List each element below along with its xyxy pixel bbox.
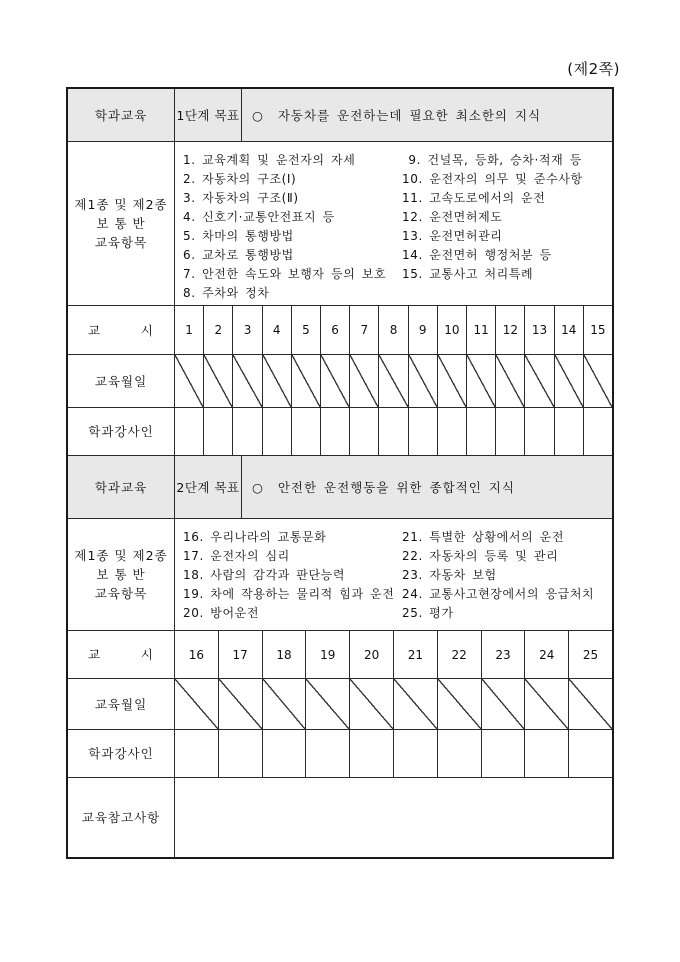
period-number: 22: [438, 631, 482, 678]
items-label-line: 교육항목: [94, 235, 148, 250]
instructor-seal-cell: [394, 730, 438, 777]
section1-items-right: [402, 151, 612, 305]
section2-items-right: [402, 528, 612, 630]
section1-period-label: 교 시: [68, 306, 175, 354]
date-cell-slashed: [467, 355, 496, 407]
section1-items-left: [183, 151, 402, 305]
notes-content: [175, 778, 612, 857]
date-cell-slashed: [321, 355, 350, 407]
period-number: 10: [438, 306, 467, 354]
curriculum-item: 24. 교통사고현장에서의 응급처치: [402, 587, 595, 601]
date-cell-slashed: [525, 355, 554, 407]
date-cell-slashed: [496, 355, 525, 407]
period-number: 24: [525, 631, 569, 678]
curriculum-item: 11. 고속도로에서의 운전: [402, 191, 546, 205]
curriculum-item: 5. 차마의 통행방법: [183, 229, 294, 243]
curriculum-item: 14. 운전면허 행정처분 등: [402, 248, 552, 262]
section2-goal: ○ 안전한 운전행동을 위한 종합적인 지식: [252, 480, 515, 495]
items-label-line: 제1종 및 제2종: [74, 197, 168, 212]
date-cell-slashed: [350, 355, 379, 407]
section1-items-row: [68, 142, 612, 306]
section2-instructor-label: 학과강사인: [68, 730, 175, 777]
section2-period-cells: [175, 631, 612, 678]
instructor-seal-cell: [467, 408, 496, 455]
date-cell-slashed: [438, 679, 482, 729]
instructor-seal-cell: [204, 408, 233, 455]
date-cell-slashed: [175, 679, 219, 729]
instructor-seal-cell: [263, 730, 307, 777]
curriculum-item: 16. 우리나라의 교통문화: [183, 530, 327, 544]
section2-items-left: [183, 528, 402, 630]
section1-instructor-row: [68, 408, 612, 456]
period-number: 19: [306, 631, 350, 678]
notes-label: 교육참고사항: [68, 778, 175, 857]
instructor-seal-cell: [496, 408, 525, 455]
date-cell-slashed: [394, 679, 438, 729]
curriculum-item: 8. 주차와 정차: [183, 286, 270, 300]
curriculum-item: 3. 자동차의 구조(Ⅱ): [183, 191, 299, 205]
curriculum-item: 12. 운전면허제도: [402, 210, 503, 224]
section1-stage: 1단계 목표: [175, 89, 242, 141]
section1-instructor-cells: [175, 408, 612, 455]
period-number: 7: [350, 306, 379, 354]
curriculum-item: 18. 사람의 감각과 판단능력: [183, 568, 346, 582]
curriculum-item: 9. 건널목, 등화, 승차·적재 등: [402, 153, 582, 167]
instructor-seal-cell: [569, 730, 612, 777]
section1-items-label: [68, 142, 175, 305]
instructor-seal-cell: [263, 408, 292, 455]
date-cell-slashed: [306, 679, 350, 729]
instructor-seal-cell: [409, 408, 438, 455]
curriculum-item: 10. 운전자의 의무 및 준수사항: [402, 172, 583, 186]
curriculum-item: 2. 자동차의 구조(Ⅰ): [183, 172, 297, 186]
section1-goal: ○ 자동차를 운전하는데 필요한 최소한의 지식: [252, 108, 542, 123]
period-number: 6: [321, 306, 350, 354]
instructor-seal-cell: [525, 408, 554, 455]
date-cell-slashed: [569, 679, 612, 729]
period-number: 2: [204, 306, 233, 354]
instructor-seal-cell: [175, 730, 219, 777]
period-number: 17: [219, 631, 263, 678]
section1-header-row: [68, 89, 612, 142]
period-number: 14: [555, 306, 584, 354]
curriculum-item: 17. 운전자의 심리: [183, 549, 290, 563]
instructor-seal-cell: [482, 730, 526, 777]
period-number: 13: [525, 306, 554, 354]
items-label-line: 보 통 반: [96, 567, 146, 582]
date-cell-slashed: [482, 679, 526, 729]
curriculum-item: 7. 안전한 속도와 보행자 등의 보호: [183, 267, 387, 281]
section2-title: 학과교육: [68, 456, 175, 518]
instructor-seal-cell: [350, 408, 379, 455]
curriculum-item: 6. 교차로 통행방법: [183, 248, 294, 262]
instructor-seal-cell: [525, 730, 569, 777]
section2-date-label: 교육월일: [68, 679, 175, 729]
curriculum-item: 15. 교통사고 처리특례: [402, 267, 534, 281]
curriculum-item: 19. 차에 작용하는 물리적 힘과 운전: [183, 587, 395, 601]
date-cell-slashed: [409, 355, 438, 407]
instructor-seal-cell: [350, 730, 394, 777]
curriculum-item: 25. 평가: [402, 606, 454, 620]
items-label-line: 보 통 반: [96, 216, 146, 231]
period-number: 9: [409, 306, 438, 354]
page-number: (제2쪽): [567, 60, 620, 78]
section2-items-row: [68, 519, 612, 631]
items-label-line: 교육항목: [94, 586, 148, 601]
curriculum-item: 20. 방어운전: [183, 606, 260, 620]
period-number: 20: [350, 631, 394, 678]
curriculum-item: 13. 운전면허관리: [402, 229, 503, 243]
date-cell-slashed: [379, 355, 408, 407]
section1-instructor-label: 학과강사인: [68, 408, 175, 455]
curriculum-item: 1. 교육계획 및 운전자의 자세: [183, 153, 356, 167]
period-number: 21: [394, 631, 438, 678]
period-number: 1: [175, 306, 204, 354]
period-number: 5: [292, 306, 321, 354]
section2-period-label: 교 시: [68, 631, 175, 678]
date-cell-slashed: [263, 679, 307, 729]
instructor-seal-cell: [321, 408, 350, 455]
curriculum-item: 22. 자동차의 등록 및 관리: [402, 549, 559, 563]
period-number: 8: [379, 306, 408, 354]
section1-period-cells: [175, 306, 612, 354]
date-cell-slashed: [350, 679, 394, 729]
section2-items-label: [68, 519, 175, 630]
instructor-seal-cell: [438, 730, 482, 777]
section2-date-cells: [175, 679, 612, 729]
section1-title: 학과교육: [68, 89, 175, 141]
date-cell-slashed: [292, 355, 321, 407]
date-cell-slashed: [204, 355, 233, 407]
date-cell-slashed: [219, 679, 263, 729]
period-number: 4: [263, 306, 292, 354]
instructor-seal-cell: [379, 408, 408, 455]
date-cell-slashed: [525, 679, 569, 729]
period-number: 18: [263, 631, 307, 678]
section2-instructor-row: [68, 730, 612, 778]
date-cell-slashed: [555, 355, 584, 407]
period-number: 16: [175, 631, 219, 678]
instructor-seal-cell: [292, 408, 321, 455]
section2-stage: 2단계 목표: [175, 456, 242, 518]
instructor-seal-cell: [175, 408, 204, 455]
items-label-line: 제1종 및 제2종: [74, 548, 168, 563]
curriculum-item: 21. 특별한 상황에서의 운전: [402, 530, 565, 544]
instructor-seal-cell: [584, 408, 612, 455]
section1-period-row: [68, 306, 612, 355]
period-number: 11: [467, 306, 496, 354]
curriculum-item: 4. 신호기·교통안전표지 등: [183, 210, 335, 224]
section2-items: [175, 519, 612, 630]
instructor-seal-cell: [233, 408, 262, 455]
notes-row: [68, 778, 612, 857]
date-cell-slashed: [438, 355, 467, 407]
instructor-seal-cell: [306, 730, 350, 777]
date-cell-slashed: [263, 355, 292, 407]
period-number: 3: [233, 306, 262, 354]
date-cell-slashed: [584, 355, 612, 407]
period-number: 12: [496, 306, 525, 354]
instructor-seal-cell: [219, 730, 263, 777]
period-number: 15: [590, 323, 606, 337]
curriculum-table: [66, 87, 614, 859]
section1-items: [175, 142, 612, 305]
section2-date-row: [68, 679, 612, 730]
instructor-seal-cell: [555, 408, 584, 455]
section1-date-cells: [175, 355, 612, 407]
date-cell-slashed: [175, 355, 204, 407]
date-cell-slashed: [233, 355, 262, 407]
section2-header-row: [68, 456, 612, 519]
section1-date-row: [68, 355, 612, 408]
instructor-seal-cell: [438, 408, 467, 455]
curriculum-item: 23. 자동차 보험: [402, 568, 497, 582]
period-number: 23: [482, 631, 526, 678]
section2-instructor-cells: [175, 730, 612, 777]
period-number: 25: [582, 647, 599, 662]
section2-period-row: [68, 631, 612, 679]
section1-date-label: 교육월일: [68, 355, 175, 407]
